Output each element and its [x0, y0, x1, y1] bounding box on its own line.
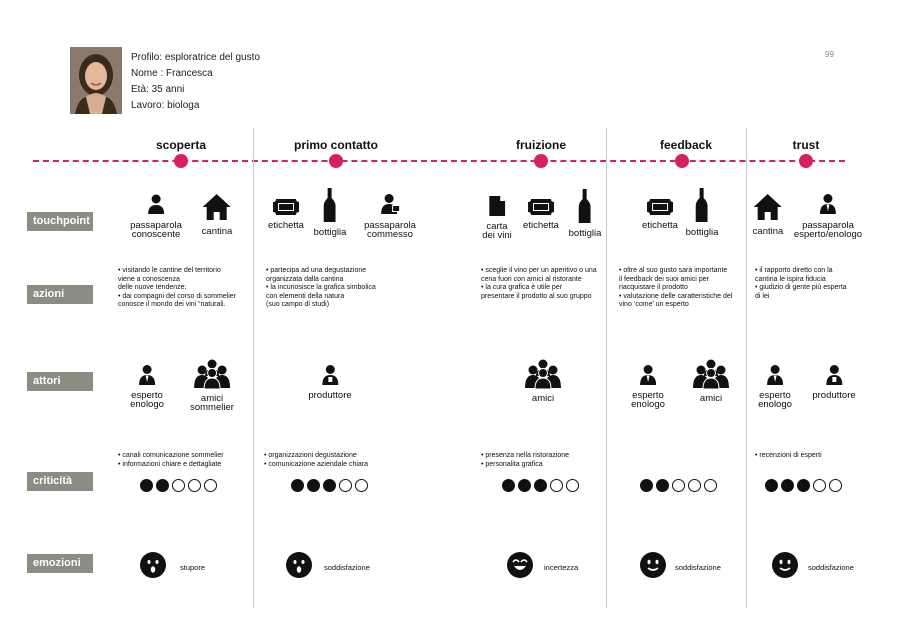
item-label: amici: [531, 392, 555, 404]
criticita-line: • organizzazioni degustazione: [264, 452, 357, 459]
touchpoint-item: [753, 193, 784, 236]
actor-item: [523, 359, 563, 403]
group-icon: [190, 359, 234, 392]
touchpoint-item: [268, 199, 304, 230]
azioni-line: • oltre al suo gusto sarà importante: [619, 267, 728, 274]
azioni-line: viene a conoscenza: [118, 275, 180, 283]
touchpoint-item: [642, 199, 678, 230]
azioni-line: • partecipa ad una degustazione: [266, 267, 367, 274]
stage-title-trust: trust: [792, 138, 820, 152]
rating-dot-empty: [550, 479, 563, 492]
house-icon: [202, 193, 233, 224]
rating-dot-filled: [156, 479, 169, 492]
actor-item: [190, 359, 234, 413]
item-label: esperto enologo: [758, 389, 792, 410]
rating-dot-empty: [672, 479, 685, 492]
touchpoint-item: [314, 188, 347, 237]
row-label-azioni: azioni: [27, 285, 93, 304]
azioni-line: • il rapporto diretto con la: [755, 267, 833, 274]
criticita-line: • personalita grafica: [481, 460, 543, 468]
touchpoint-item: [686, 188, 719, 237]
rating-dot-filled: [656, 479, 669, 492]
expert-icon: [794, 193, 862, 218]
item-label: esperto enologo: [631, 389, 665, 410]
rating-dot-filled: [765, 479, 778, 492]
azioni-text: [266, 267, 376, 310]
person-icon: [130, 193, 182, 218]
criticita-rating: [502, 479, 579, 492]
criticita-rating: [765, 479, 842, 492]
item-label: bottiglia: [313, 226, 347, 238]
rating-dot-empty: [813, 479, 826, 492]
emozione-label: soddisfazione: [808, 563, 854, 572]
azioni-line: vino ‘come’ un esperto: [619, 301, 689, 309]
criticita-text: [118, 452, 224, 469]
item-label: esperto enologo: [130, 389, 164, 410]
azioni-line: cantina le ispira fiducia: [755, 275, 826, 283]
row-label-attori: attori: [27, 372, 93, 391]
azioni-line: cena fuori con amici al ristorante: [481, 275, 582, 283]
expert-icon: [758, 364, 792, 389]
group-icon: [691, 359, 731, 392]
item-label: produttore: [308, 389, 352, 401]
rating-dot-filled: [640, 479, 653, 492]
rating-dot-filled: [781, 479, 794, 492]
actor-item: [130, 364, 164, 410]
criticita-text: [481, 452, 569, 469]
emozione-label: stupore: [180, 563, 206, 572]
azioni-text: [118, 267, 236, 310]
producer-icon: [308, 364, 351, 389]
rating-dot-empty: [188, 479, 201, 492]
touchpoint-item: [364, 193, 416, 240]
label-icon: [523, 199, 559, 218]
rating-dot-empty: [355, 479, 368, 492]
label-icon: [642, 199, 678, 218]
laughing-face-icon: [507, 552, 533, 583]
stage-title-primo-contatto: primo contatto: [294, 138, 378, 152]
criticita-rating: [291, 479, 368, 492]
house-icon: [753, 193, 784, 224]
azioni-text: [481, 267, 597, 301]
azioni-line: conosce il mondo dei vini “naturali.: [118, 301, 226, 309]
touchpoint-item: [482, 196, 512, 241]
touchpoint-item: [523, 199, 559, 230]
label-icon: [268, 199, 304, 218]
criticita-text: [755, 452, 822, 461]
profile-age: Età: 35 anni: [131, 84, 185, 95]
actor-item: [691, 359, 731, 403]
criticita-line: • informazioni chiare e dettagliate: [118, 460, 222, 468]
touchpoint-item: [569, 189, 602, 238]
profile-role: Profilo: esploratrice del gusto: [131, 52, 260, 63]
rating-dot-filled: [140, 479, 153, 492]
stage-title-feedback: feedback: [659, 138, 713, 152]
item-label: passaparola conoscente: [130, 219, 182, 240]
rating-dot-empty: [704, 479, 717, 492]
azioni-line: con elementi della natura: [266, 292, 345, 300]
row-label-criticita: criticità: [27, 472, 93, 491]
item-label: passaparola esperto/enologo: [793, 219, 863, 240]
rating-dot-empty: [566, 479, 579, 492]
row-label-emozioni: emozioni: [27, 554, 93, 573]
item-label: carta dei vini: [482, 220, 512, 241]
producer-icon: [812, 364, 855, 389]
bottle-icon: [686, 188, 719, 225]
azioni-line: organizzata dalla cantina: [266, 275, 344, 283]
rating-dot-empty: [688, 479, 701, 492]
azioni-line: riacquistare il prodotto: [619, 284, 688, 292]
item-label: bottiglia: [685, 226, 719, 238]
smiling-face-icon: [640, 552, 666, 583]
rating-dot-filled: [291, 479, 304, 492]
azioni-line: • la cura grafica è utile per: [481, 284, 563, 292]
rating-dot-filled: [307, 479, 320, 492]
touchpoint-item: [794, 193, 862, 240]
profile-job: Lavoro: biologa: [131, 100, 200, 111]
actor-item: [308, 364, 351, 400]
bottle-icon: [314, 188, 347, 225]
expert-icon: [631, 364, 665, 389]
azioni-text: [619, 267, 732, 310]
criticita-line: • recenzioni di esperti: [755, 452, 822, 459]
azioni-line: • valutazione delle caratteristiche del: [619, 292, 733, 300]
azioni-line: di lei: [755, 292, 770, 300]
emozione-label: soddisfazione: [675, 563, 721, 572]
azioni-line: • la incuriosisce la grafica simbolica: [266, 284, 376, 292]
azioni-line: • dai compagni del corso di sommelier: [118, 292, 237, 300]
emozione-label: soddisfazione: [324, 563, 370, 572]
surprised-face-icon: [286, 552, 312, 583]
bottle-icon: [569, 189, 602, 226]
row-label-touchpoint: touchpoint: [27, 212, 93, 231]
emozione-label: incertezza: [544, 563, 579, 572]
rating-dot-filled: [518, 479, 531, 492]
azioni-line: presentare il prodotto al suo gruppo: [481, 292, 592, 300]
azioni-line: il feedback dei suoi amici per: [619, 275, 709, 283]
document-icon: [482, 196, 512, 219]
waiter-icon: [364, 193, 416, 218]
item-label: amici sommelier: [190, 392, 234, 413]
rating-dot-filled: [797, 479, 810, 492]
profile-name: Nome : Francesca: [131, 68, 213, 79]
item-label: amici: [699, 392, 723, 404]
item-label: bottiglia: [568, 227, 602, 239]
actor-item: [631, 364, 665, 410]
page-number: 99: [825, 50, 834, 59]
criticita-text: [264, 452, 368, 469]
azioni-line: • giudizio di gente più esperta: [755, 284, 847, 292]
surprised-face-icon: [140, 552, 166, 583]
azioni-line: • visitando le cantine del territorio: [118, 267, 221, 274]
criticita-rating: [140, 479, 217, 492]
criticita-line: • comunicazione aziendale chiara: [264, 460, 369, 468]
item-label: passaparola commesso: [364, 219, 416, 240]
criticita-line: • canali comunicazione sommelier: [118, 452, 224, 459]
touchpoint-item: [202, 193, 233, 236]
rating-dot-empty: [172, 479, 185, 492]
item-label: produttore: [812, 389, 856, 401]
item-label: etichetta: [523, 219, 559, 231]
stage-title-scoperta: scoperta: [155, 138, 207, 152]
criticita-rating: [640, 479, 717, 492]
criticita-line: • presenza nella ristorazione: [481, 452, 570, 459]
touchpoint-item: [130, 193, 182, 240]
stage-title-fruizione: fruizione: [516, 138, 566, 152]
azioni-line: (suo campo di studi): [266, 301, 330, 309]
azioni-line: • sceglie il vino per un aperitivo o una: [481, 267, 597, 274]
item-label: etichetta: [642, 219, 678, 231]
azioni-text: [755, 267, 847, 301]
rating-dot-empty: [829, 479, 842, 492]
actor-item: [758, 364, 792, 410]
expert-icon: [130, 364, 164, 389]
rating-dot-filled: [534, 479, 547, 492]
rating-dot-empty: [339, 479, 352, 492]
rating-dot-filled: [323, 479, 336, 492]
actor-item: [812, 364, 855, 400]
smiling-face-icon: [772, 552, 798, 583]
item-label: cantina: [752, 225, 784, 237]
azioni-line: delle nuove tendenze;: [118, 284, 187, 292]
item-label: etichetta: [268, 219, 304, 231]
item-label: cantina: [201, 225, 233, 237]
group-icon: [523, 359, 563, 392]
rating-dot-filled: [502, 479, 515, 492]
rating-dot-empty: [204, 479, 217, 492]
